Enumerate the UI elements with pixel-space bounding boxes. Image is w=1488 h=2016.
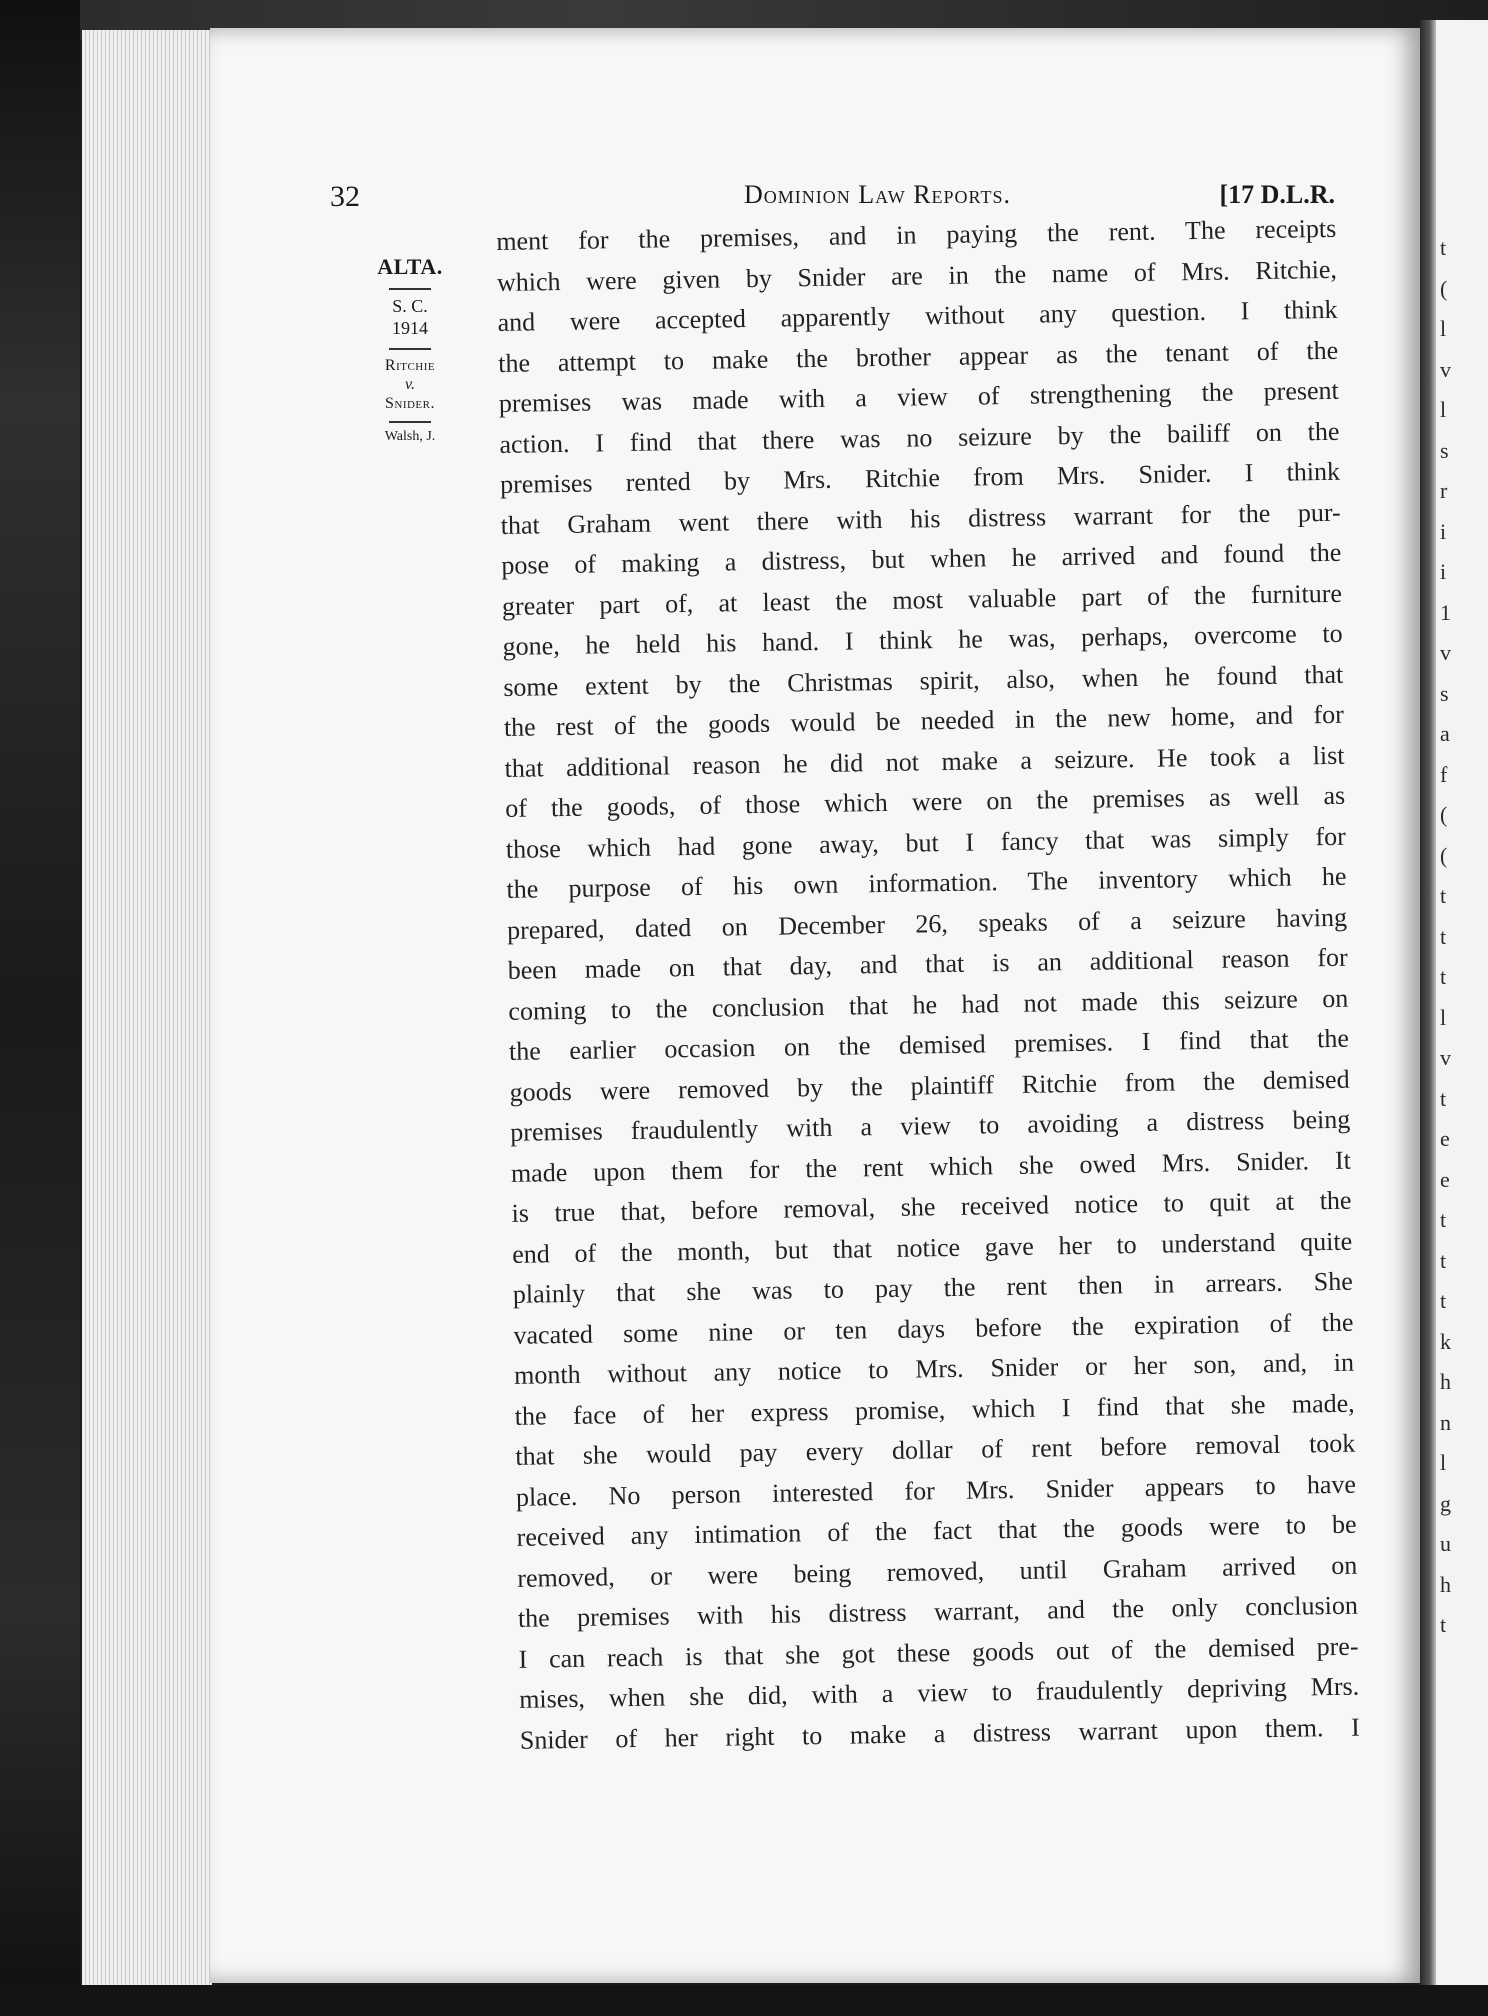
facing-page-fragment: t [1440, 1085, 1447, 1111]
facing-page-fragment: s [1440, 437, 1449, 463]
facing-page-fragment: h [1440, 1571, 1451, 1597]
body-line: pose of making a distress, but when he arrived and found the [501, 537, 1342, 580]
body-line: goods were removed by the plaintiff Ritchie from the demised [509, 1064, 1350, 1107]
facing-page-fragment: l [1440, 316, 1447, 341]
facing-page-fragment: g [1440, 1490, 1451, 1516]
header-title: Dominion Law Reports. [744, 180, 1011, 209]
body-line: the earlier occasion on the demised premises. I find that the [508, 1023, 1350, 1066]
volume-reference: [17 D.L.R. [1219, 180, 1335, 209]
body-line: that she would pay every dollar of rent before removal took [515, 1428, 1356, 1471]
body-line: which were given by Snider are in the name of Mrs. Ritchie, [496, 254, 1338, 297]
facing-page-fragment: i [1440, 518, 1447, 544]
margin-judge: Walsh, J. [384, 429, 436, 445]
facing-page-fragment: t [1440, 1612, 1447, 1637]
body-line: premises rented by Mrs. Ritchie from Mrs. Snider. I think [499, 456, 1341, 499]
body-line: action. I find that there was no seizure by the bailiff on the [499, 416, 1340, 459]
facing-page-fragment: e [1440, 1126, 1450, 1151]
facing-page-fragment: l [1440, 1004, 1447, 1030]
body-line: ment for the premises, and in paying the rent. The receipts [496, 213, 1337, 256]
facing-page-fragment: t [1440, 883, 1447, 908]
book-gutter [1420, 20, 1436, 1985]
body-line: that additional reason he did not make a seizure. He took a list [504, 740, 1345, 783]
body-line: received any intimation of the fact that the goods were to be [516, 1509, 1357, 1552]
body-line: been made on that day, and that is an additional reason for [507, 942, 1348, 985]
facing-page-fragment: v [1440, 640, 1451, 665]
body-line: place. No person interested for Mrs. Snider appears to have [515, 1469, 1357, 1512]
facing-page-fragment: l [1440, 1450, 1447, 1475]
body-line: month without any notice to Mrs. Snider or her son, and, in [513, 1347, 1355, 1390]
margin-notes [360, 254, 460, 446]
body-line: the rest of the goods would be needed in the new home, and for [503, 699, 1345, 742]
body-line: prepared, dated on December 26, speaks of a seizure having [506, 902, 1348, 945]
body-line: vacated some nine or ten days before the expiration of the [513, 1307, 1354, 1350]
body-line: I can reach is that she got these goods out of the demised pre- [518, 1631, 1359, 1674]
facing-page-fragment: ( [1440, 842, 1448, 868]
margin-party-defendant: Snider. [384, 394, 435, 412]
body-line: some extent by the Christmas spirit, also, when he found that [503, 659, 1344, 702]
margin-versus: v. [405, 375, 415, 393]
body-line: of the goods, of those which were on the premises as well as [504, 780, 1346, 823]
body-line: the purpose of his own information. The inventory which he [506, 861, 1347, 904]
body-line: is true that, before removal, she received notice to quit at the [511, 1185, 1352, 1228]
facing-page-fragment: v [1440, 356, 1451, 382]
body-line: gone, he held his hand. I think he was, perhaps, overcome to [502, 618, 1343, 661]
facing-page-fragment: u [1440, 1531, 1451, 1556]
facing-page-fragment: t [1440, 1207, 1447, 1232]
body-line: made upon them for the rent which she owed Mrs. Snider. It [510, 1145, 1352, 1188]
facing-page-fragment: ( [1440, 275, 1448, 301]
facing-page-fragment: ( [1440, 802, 1448, 827]
body-text [496, 209, 1360, 1761]
page-number: 32 [330, 180, 360, 213]
body-line: the premises with his distress warrant, and the only conclusion [517, 1590, 1359, 1633]
margin-rule [389, 288, 431, 290]
body-line: those which had gone away, but I fancy that was simply for [505, 821, 1346, 864]
margin-court: S. C. [392, 296, 428, 317]
body-line: Snider of her right to make a distress warrant upon them. I [519, 1712, 1360, 1755]
facing-page-fragment: e [1440, 1166, 1450, 1192]
book-page-edges [82, 30, 212, 1985]
body-line: the face of her express promise, which I find that she made, [514, 1388, 1355, 1431]
facing-page-fragment: t [1440, 235, 1447, 260]
body-line: greater part of, at least the most valuable part of the furniture [501, 578, 1343, 621]
facing-page-fragment: l [1440, 397, 1447, 422]
body-line: premises fraudulently with a view to avoiding a distress being [510, 1104, 1351, 1147]
facing-page-fragment: t [1440, 1288, 1447, 1313]
facing-page-fragment: t [1440, 1247, 1447, 1273]
margin-party-plaintiff: Ritchie [384, 356, 436, 374]
facing-page-fragment: k [1440, 1328, 1451, 1354]
facing-page-fragment: t [1440, 923, 1447, 949]
body-line: that Graham went there with his distress warrant for the pur- [500, 497, 1341, 540]
facing-page-fragment: f [1440, 761, 1448, 787]
facing-page-fragment: s [1440, 680, 1449, 706]
body-line: mises, when she did, with a view to fraudulently depriving Mrs. [518, 1671, 1360, 1714]
scan-background-bottom [0, 1985, 1488, 2016]
margin-rule [389, 348, 431, 350]
body-line: coming to the conclusion that he had not made this seizure on [508, 983, 1349, 1026]
facing-page-edge [1436, 20, 1488, 1985]
body-line: end of the month, but that notice gave her to understand quite [511, 1226, 1353, 1269]
body-line: premises was made with a view of strengthening the present [498, 375, 1339, 418]
scan-background-left [0, 0, 80, 2016]
body-line: and were accepted apparently without any question. I think [497, 294, 1338, 337]
facing-page-fragment: h [1440, 1369, 1451, 1394]
facing-page-fragment: t [1440, 964, 1447, 989]
margin-province: ALTA. [377, 254, 443, 279]
facing-page-fragment: a [1440, 721, 1450, 746]
facing-page-fragment: r [1440, 478, 1448, 503]
facing-page-fragment: i [1440, 559, 1447, 584]
body-line: the attempt to make the brother appear as the tenant of the [497, 335, 1339, 378]
body-line: removed, or were being removed, until Graham arrived on [517, 1550, 1358, 1593]
facing-page-fragment: 1 [1440, 599, 1451, 625]
facing-page-fragment: v [1440, 1045, 1451, 1070]
facing-page-fragment: n [1440, 1409, 1451, 1435]
margin-year: 1914 [392, 317, 428, 338]
margin-rule [389, 421, 431, 423]
body-line: plainly that she was to pay the rent then in arrears. She [512, 1266, 1353, 1309]
